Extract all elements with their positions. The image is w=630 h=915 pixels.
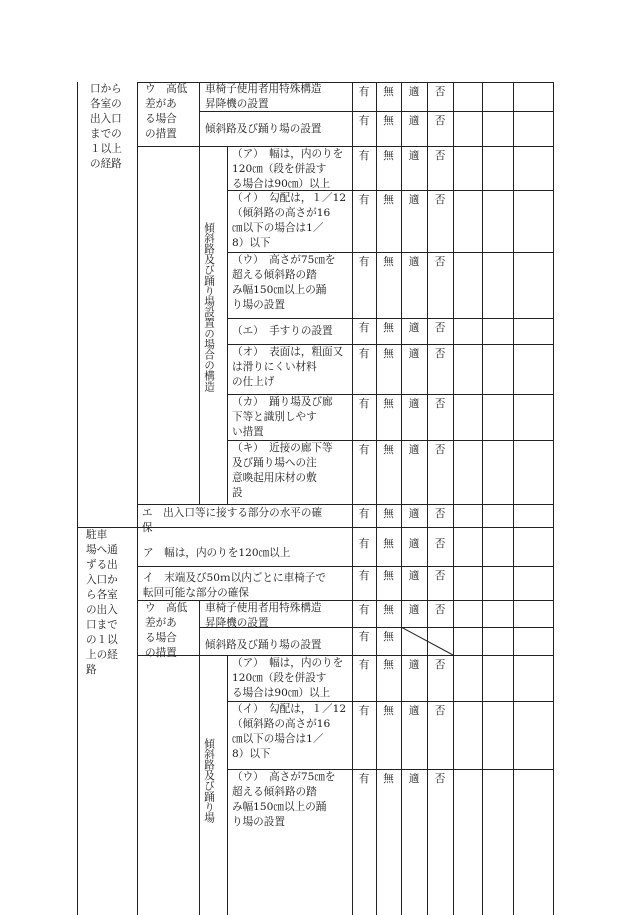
mark-no: 無 xyxy=(383,631,394,643)
section-heading: 上の経 xyxy=(86,649,118,661)
item-text: の仕上げ xyxy=(232,376,275,388)
item-text: 120㎝（段を併設す xyxy=(232,163,327,175)
mark-no: 無 xyxy=(383,398,394,410)
item-text: は滑りにくい材料 xyxy=(232,361,317,373)
mark-ng: 否 xyxy=(434,659,446,671)
section-heading: 口まで xyxy=(86,619,118,631)
mark-ok: 適 xyxy=(408,538,420,550)
mark-yes: 有 xyxy=(358,508,370,520)
mark-ok: 適 xyxy=(408,508,420,520)
section-heading: 各室の xyxy=(90,98,122,110)
mark-yes: 有 xyxy=(358,604,370,616)
mark-no: 無 xyxy=(383,444,394,456)
item-text: る場合は90㎝）以上 xyxy=(232,178,331,190)
mark-ok: 適 xyxy=(408,705,420,717)
table-column-rule xyxy=(482,82,483,915)
item-text: 転回可能な部分の確保 xyxy=(143,587,249,599)
section-heading: １以上 xyxy=(90,143,122,155)
mark-ok: 適 xyxy=(408,150,420,162)
table-rule xyxy=(227,318,553,319)
mark-ok: 適 xyxy=(408,398,420,410)
item-text: り場の設置 xyxy=(232,299,285,311)
item-text: （オ） 表面は，粗面又 xyxy=(232,346,344,358)
item-text: 傾斜路及び踊り場の設置 xyxy=(205,123,322,135)
mark-ok: 適 xyxy=(408,659,420,671)
item-text: 車椅子使用者用特殊構造 xyxy=(205,83,322,95)
mark-yes: 有 xyxy=(358,86,370,98)
mark-no: 無 xyxy=(383,659,394,671)
mark-ng: 否 xyxy=(434,115,446,127)
structure-label: 傾斜路及び踊り場設置の場合の構造 xyxy=(203,222,215,392)
mark-no: 無 xyxy=(383,570,394,582)
table-rule xyxy=(137,82,138,527)
table-column-rule xyxy=(453,82,454,915)
item-text: り場の設置 xyxy=(232,816,285,828)
section-heading: の１以 xyxy=(86,634,118,646)
mark-no: 無 xyxy=(383,604,394,616)
section-heading: ずる出 xyxy=(86,559,118,571)
mark-no: 無 xyxy=(383,508,394,520)
table-rule xyxy=(199,146,200,504)
item-text: ㎝以下の場合は1／ xyxy=(232,733,324,745)
item-text: （イ） 勾配は，１／12 xyxy=(232,703,347,715)
mark-ng: 否 xyxy=(434,194,446,206)
mark-yes: 有 xyxy=(358,570,370,582)
mark-yes: 有 xyxy=(358,150,370,162)
mark-no: 無 xyxy=(383,773,394,785)
item-text: 超える傾斜路の踏 xyxy=(232,269,317,281)
mark-ng: 否 xyxy=(434,322,446,334)
mark-yes: 有 xyxy=(358,398,370,410)
section-heading: 口から xyxy=(90,83,122,95)
mark-no: 無 xyxy=(383,115,394,127)
mark-yes: 有 xyxy=(358,444,370,456)
mark-yes: 有 xyxy=(358,348,370,360)
item-text: 下等と識別しやす xyxy=(232,411,317,423)
mark-yes: 有 xyxy=(358,194,370,206)
section-heading: までの xyxy=(90,128,122,140)
table-rule xyxy=(227,655,228,915)
mark-ng: 否 xyxy=(434,86,446,98)
mark-no: 無 xyxy=(383,538,394,550)
item-text: （イ） 勾配は，１／12 xyxy=(232,192,347,204)
mark-ok: 適 xyxy=(408,256,420,268)
mark-yes: 有 xyxy=(358,631,370,643)
mark-ng: 否 xyxy=(434,444,446,456)
mark-yes: 有 xyxy=(358,538,370,550)
item-text: ア 幅は，内のりを120㎝以上 xyxy=(143,547,291,559)
item-text: 昇降機の設置 xyxy=(205,98,269,110)
item-text: 車椅子使用者用特殊構造 xyxy=(205,602,322,614)
structure-label: 傾斜路及び踊り場 xyxy=(203,738,215,823)
mark-no: 無 xyxy=(383,705,394,717)
table-rule xyxy=(137,527,138,915)
mark-ng: 否 xyxy=(434,705,446,717)
item-text: （ウ） 高さが75㎝を xyxy=(232,771,336,783)
mark-ng: 否 xyxy=(434,398,446,410)
table-rule xyxy=(227,146,228,504)
item-label: の措置 xyxy=(145,128,177,140)
item-text: （傾斜路の高さが16 xyxy=(232,207,331,219)
table-rule xyxy=(137,504,553,505)
item-text: 昇降機の設置 xyxy=(205,617,269,629)
item-text: 及び踊り場への注 xyxy=(232,457,317,469)
mark-ng: 否 xyxy=(434,538,446,550)
item-label: ウ 高低 xyxy=(145,602,188,614)
item-label: る場合 xyxy=(145,632,177,644)
item-text: 8）以下 xyxy=(232,237,271,249)
mark-ng: 否 xyxy=(434,570,446,582)
item-label: の措置 xyxy=(145,647,177,659)
mark-ok: 適 xyxy=(408,570,420,582)
section-heading: ら各室 xyxy=(86,589,118,601)
item-text: エ 出入口等に接する部分の水平の確 xyxy=(142,507,323,519)
table-left-border xyxy=(77,82,78,915)
item-text: ㎝以下の場合は1／ xyxy=(232,222,324,234)
table-rule xyxy=(199,600,200,655)
mark-yes: 有 xyxy=(358,115,370,127)
mark-no: 無 xyxy=(383,86,394,98)
item-text: 傾斜路及び踊り場の設置 xyxy=(205,639,322,651)
mark-ng: 否 xyxy=(434,150,446,162)
item-text: る場合は90㎝）以上 xyxy=(232,687,331,699)
item-text: （キ） 近接の廊下等 xyxy=(232,442,333,454)
item-text: い措置 xyxy=(232,426,264,438)
table-rule xyxy=(199,82,200,146)
mark-no: 無 xyxy=(383,194,394,206)
mark-ng: 否 xyxy=(434,508,446,520)
item-text: （カ） 踊り場及び廊 xyxy=(232,396,333,408)
mark-ok: 適 xyxy=(408,604,420,616)
section-heading: 入口か xyxy=(86,574,118,586)
item-text: （ウ） 高さが75㎝を xyxy=(232,254,336,266)
item-text: 8）以下 xyxy=(232,748,271,760)
mark-yes: 有 xyxy=(358,659,370,671)
section-heading: 駐車 xyxy=(86,529,108,541)
table-rule xyxy=(137,566,553,567)
mark-ok: 適 xyxy=(408,194,420,206)
item-text: み幅150㎝以上の踊 xyxy=(232,284,327,296)
mark-yes: 有 xyxy=(358,322,370,334)
item-text: 設 xyxy=(232,487,243,499)
item-label: ウ 高低 xyxy=(145,83,188,95)
item-label: 差があ xyxy=(145,98,177,110)
mark-no: 無 xyxy=(383,322,394,334)
mark-ok: 適 xyxy=(408,773,420,785)
section-heading: 路 xyxy=(86,664,97,676)
mark-ng: 否 xyxy=(434,348,446,360)
not-applicable-strike xyxy=(401,627,481,657)
mark-ng: 否 xyxy=(434,604,446,616)
table-column-rule xyxy=(553,82,554,915)
item-label: る場合 xyxy=(145,113,177,125)
item-text: 意喚起用床材の敷 xyxy=(232,472,317,484)
mark-ok: 適 xyxy=(408,444,420,456)
item-label: 差があ xyxy=(145,617,177,629)
table-column-rule xyxy=(513,82,514,915)
mark-ok: 適 xyxy=(408,86,420,98)
mark-no: 無 xyxy=(383,348,394,360)
item-text: 保 xyxy=(142,522,153,534)
item-text: （ア） 幅は，内のりを xyxy=(232,657,344,669)
table-rule xyxy=(199,111,553,112)
item-text: イ 末端及び50ｍ以内ごとに車椅子で xyxy=(143,572,326,584)
mark-yes: 有 xyxy=(358,705,370,717)
mark-yes: 有 xyxy=(358,256,370,268)
mark-ok: 適 xyxy=(408,115,420,127)
mark-ok: 適 xyxy=(408,348,420,360)
item-text: （ア） 幅は，内のりを xyxy=(232,148,344,160)
table-rule xyxy=(199,655,200,915)
section-heading: 場へ通 xyxy=(86,544,118,556)
item-text: 超える傾斜路の踏 xyxy=(232,786,317,798)
item-text: み幅150㎝以上の踊 xyxy=(232,801,327,813)
item-text: （エ） 手すりの設置 xyxy=(232,325,333,337)
item-text: （傾斜路の高さが16 xyxy=(232,718,331,730)
mark-no: 無 xyxy=(383,256,394,268)
section-heading: の出入 xyxy=(86,604,118,616)
mark-no: 無 xyxy=(383,150,394,162)
section-heading: の経路 xyxy=(90,158,122,170)
mark-yes: 有 xyxy=(358,773,370,785)
mark-ok: 適 xyxy=(408,322,420,334)
item-text: 120㎝（段を併設す xyxy=(232,672,327,684)
mark-ng: 否 xyxy=(434,256,446,268)
section-heading: 出入口 xyxy=(90,113,122,125)
mark-ng: 否 xyxy=(434,773,446,785)
